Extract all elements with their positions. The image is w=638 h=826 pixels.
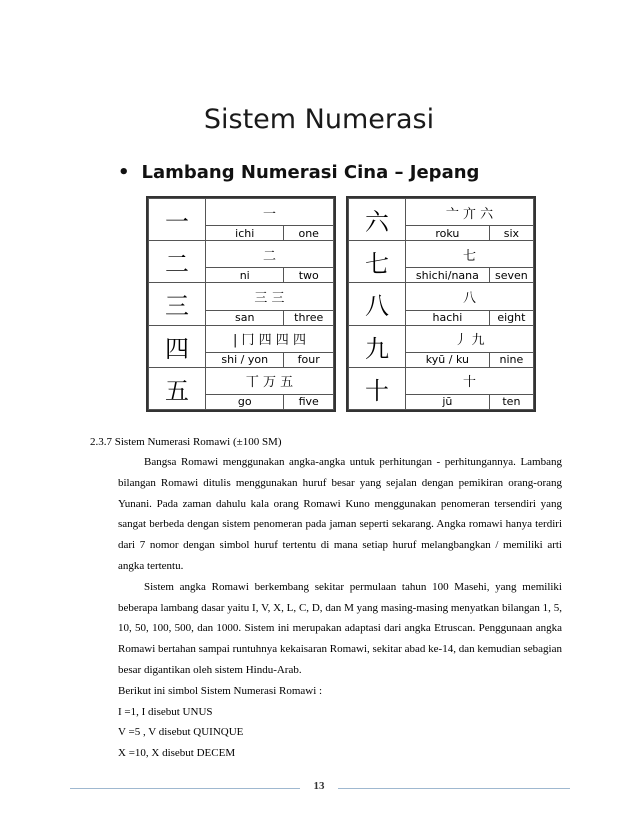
kanji-cell: 七 (349, 241, 406, 283)
english-cell: two (284, 268, 334, 283)
reading-cell: ichi (206, 226, 284, 241)
section-body (118, 452, 562, 764)
english-cell: four (284, 352, 334, 367)
list-intro: Berikut ini simbol Sistem Numerasi Romawi : (118, 684, 323, 697)
paragraph-1: Bangsa Romawi menggunakan angka-angka untuk perhitungan - perhitungannya. Lambang bilangan Romawi ditulis menggunakan huruf besar yang sejalan dengan pemikiran orang-orang Yunani. Pada zaman dahulu kala orang Romawi Kuno menggunakan penomeran tersendiri yang sangat berbeda dengan sistem penomeran pada jaman seperti sekarang. Angka romawi hanya terdiri dari 7 nomor dengan simbol huruf tertentu di mana setiap huruf melangbangkan / memiliki arti angka tertentu. (118, 456, 562, 572)
stroke-order-cell: 亠 亣 六 (406, 199, 534, 226)
stroke-order-cell: 七 (406, 241, 534, 268)
stroke-order-cell: 三 三 (206, 283, 334, 310)
kanji-cell: 三 (149, 283, 206, 325)
reading-cell: san (206, 310, 284, 325)
kanji-cell: 九 (349, 325, 406, 367)
stroke-order-cell: 十 (406, 367, 534, 394)
paragraph-2: Sistem angka Romawi berkembang sekitar permulaan tahun 100 Masehi, yang memiliki beberapa lambang dasar yaitu I, V, X, L, C, D, dan M yang masing-masing menyatkan bilangan 1, 5, 10, 50, 100, 500, dan 1000. Sistem ini merupakan adaptasi dari angka Etruscan. Penggunaan angka Romawi bertahan sampai runtuhnya kekaisaran Romawi, sekitar abad ke-14, dan kemudian sebagian besar digantikan oleh sistem Hindu-Arab. (118, 580, 562, 676)
list-item: V =5 , V disebut QUINQUE (118, 726, 244, 739)
kanji-cell: 六 (349, 199, 406, 241)
list-item: I =1, I disebut UNUS (118, 705, 213, 718)
stroke-order-cell: 二 (206, 241, 334, 268)
reading-cell: jū (406, 394, 490, 409)
stroke-order-cell: 一 (206, 199, 334, 226)
english-cell: one (284, 226, 334, 241)
reading-cell: shichi/nana (406, 268, 490, 283)
reading-cell: roku (406, 226, 490, 241)
bullet: • (118, 162, 130, 183)
page-number: 13 (313, 780, 325, 792)
section-heading: 2.3.7 Sistem Numerasi Romawi (±100 SM) (90, 436, 282, 448)
stroke-order-cell: 丿 九 (406, 325, 534, 352)
kanji-grid-left (146, 196, 336, 412)
english-cell: six (489, 226, 533, 241)
slide-title: Sistem Numerasi (203, 104, 435, 135)
kanji-cell: 四 (149, 325, 206, 367)
stroke-order-cell: 丅 万 五 (206, 367, 334, 394)
reading-cell: go (206, 394, 284, 409)
kanji-cell: 二 (149, 241, 206, 283)
english-cell: five (284, 394, 334, 409)
english-cell: eight (489, 310, 533, 325)
kanji-table-left (148, 198, 334, 410)
reading-cell: ni (206, 268, 284, 283)
reading-cell: shi / yon (206, 352, 284, 367)
list-item: X =10, X disebut DECEM (118, 747, 236, 760)
subtitle-text: Lambang Numerasi Cina – Jepang (141, 162, 480, 183)
stroke-order-cell: 八 (406, 283, 534, 310)
kanji-cell: 一 (149, 199, 206, 241)
footer-rule-right (338, 788, 570, 789)
kanji-grid-right (346, 196, 536, 412)
kanji-cell: 八 (349, 283, 406, 325)
english-cell: ten (489, 394, 533, 409)
stroke-order-cell: | 冂 四 四 四 (206, 325, 334, 352)
reading-cell: kyū / ku (406, 352, 490, 367)
kanji-cell: 十 (349, 367, 406, 409)
slide-subtitle (118, 162, 479, 183)
english-cell: seven (489, 268, 533, 283)
english-cell: nine (489, 352, 533, 367)
reading-cell: hachi (406, 310, 490, 325)
english-cell: three (284, 310, 334, 325)
kanji-cell: 五 (149, 367, 206, 409)
kanji-table-right (348, 198, 534, 410)
